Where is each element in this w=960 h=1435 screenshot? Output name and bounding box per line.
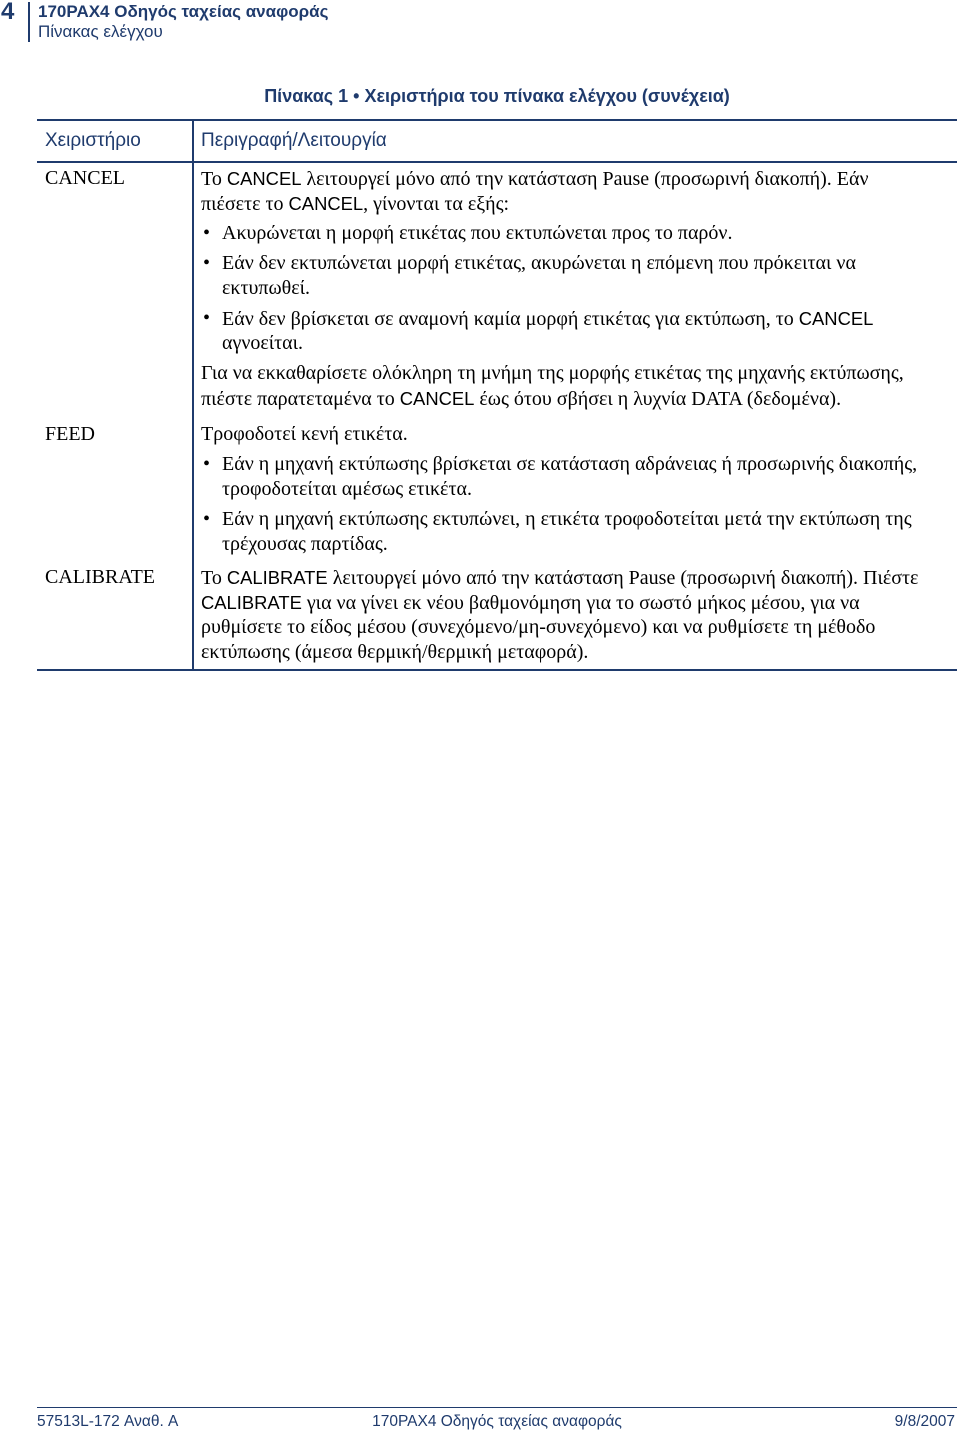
bullet-item: [201, 507, 957, 557]
text-line: Εάν δεν εκτυπώνεται μορφή ετικέτας, ακυρώνεται η επόμενη που πρόκειται να: [222, 252, 856, 274]
footer-date: 9/8/2007: [894, 1413, 955, 1430]
page-number: 4: [1, 0, 15, 25]
text-line: τρέχουσας παρτίδας.: [222, 533, 388, 555]
bullet-item: [201, 251, 957, 301]
table-row: [37, 561, 957, 669]
control-keyword: CANCEL: [399, 388, 475, 409]
section-title: Πίνακας ελέγχου: [38, 22, 163, 41]
control-keyword: CANCEL: [226, 168, 302, 189]
text-line: Το CANCEL λειτουργεί μόνο από την κατάσταση Pause (προσωρινή διακοπή). Εάν: [201, 168, 869, 190]
footer-divider: [37, 1407, 957, 1408]
control-cell: [37, 561, 194, 669]
table-caption: Πίνακας 1 • Χειριστήρια του πίνακα ελέγχου (συνέχεια): [264, 86, 730, 106]
controls-table: [37, 119, 957, 671]
document-title: 170PAX4 Οδηγός ταχείας αναφοράς: [38, 2, 329, 21]
control-name: CALIBRATE: [45, 566, 155, 588]
text-line: Εάν δεν βρίσκεται σε αναμονή καμία μορφή ετικέτας για εκτύπωση, το CANCEL: [222, 308, 874, 330]
bullet-icon: [203, 306, 210, 331]
bullet-icon: [203, 452, 210, 477]
text-line: εκτύπωσης (άμεσα θερμική/θερμική μεταφορά).: [201, 641, 589, 663]
description-cell: [194, 561, 957, 669]
text-line: CALIBRATE για να γίνει εκ νέου βαθμονόμηση για το σωστό μήκος μέσου, για να: [201, 592, 860, 614]
text-line: τροφοδοτείται αμέσως ετικέτα.: [222, 478, 472, 500]
text-line: Εάν η μηχανή εκτύπωσης βρίσκεται σε κατάσταση αδράνειας ή προσωρινής διακοπής,: [222, 453, 918, 475]
text-line: πιέστε παρατεταμένα το CANCEL έως ότου σβήσει η λυχνία DATA (δεδομένα).: [201, 388, 842, 410]
text-line: Τροφοδοτεί κενή ετικέτα.: [201, 423, 408, 445]
text-line: εκτυπωθεί.: [222, 277, 311, 299]
control-name: FEED: [45, 423, 95, 445]
bullet-item: [201, 306, 957, 356]
text-line: Το CALIBRATE λειτουργεί μόνο από την κατάσταση Pause (προσωρινή διακοπή). Πιέστε: [201, 567, 919, 589]
paragraph: [201, 565, 957, 665]
control-keyword: CANCEL: [798, 308, 874, 329]
bullet-item: [201, 221, 957, 246]
table-row: [37, 416, 957, 561]
header-divider: [28, 2, 30, 42]
control-name: CANCEL: [45, 167, 125, 189]
paragraph: [201, 361, 957, 411]
control-keyword: CANCEL: [288, 193, 364, 214]
column-header-control: Χειριστήριο: [37, 121, 194, 161]
column-header-description: Περιγραφή/Λειτουργία: [201, 130, 387, 151]
text-line: αγνοείται.: [222, 332, 304, 354]
text-line: Για να εκκαθαρίσετε ολόκληρη τη μνήμη της μορφής ετικέτας της μηχανής εκτύπωσης,: [201, 362, 904, 384]
control-keyword: CALIBRATE: [201, 592, 302, 613]
text-line: Εάν η μηχανή εκτύπωσης εκτυπώνει, η ετικέτα τροφοδοτείται μετά την εκτύπωση της: [222, 508, 912, 530]
description-cell: [194, 416, 957, 561]
control-cell: [37, 163, 194, 416]
text-line: Ακυρώνεται η μορφή ετικέτας που εκτυπώνεται προς το παρόν.: [222, 222, 733, 244]
table-body: [37, 163, 957, 669]
text-line: πιέσετε το CANCEL, γίνονται τα εξής:: [201, 193, 510, 215]
table-header-row: [37, 121, 957, 163]
bullet-item: [201, 452, 957, 502]
paragraph: [201, 422, 957, 447]
footer-document-title: 170PAX4 Οδηγός ταχείας αναφοράς: [372, 1413, 622, 1430]
text-line: ρυθμίσετε το είδος μέσου (συνεχόμενο/μη-συνεχόμενο) και να ρυθμίσετε τη μέθοδο: [201, 616, 876, 638]
control-keyword: CALIBRATE: [226, 567, 328, 588]
table-row: [37, 163, 957, 416]
bullet-icon: [203, 251, 210, 276]
paragraph: [201, 166, 957, 216]
bullet-icon: [203, 221, 210, 246]
footer-document-id: 57513L-172 Αναθ. A: [37, 1413, 179, 1430]
bullet-icon: [203, 507, 210, 532]
control-cell: [37, 416, 194, 561]
description-cell: [194, 163, 957, 416]
